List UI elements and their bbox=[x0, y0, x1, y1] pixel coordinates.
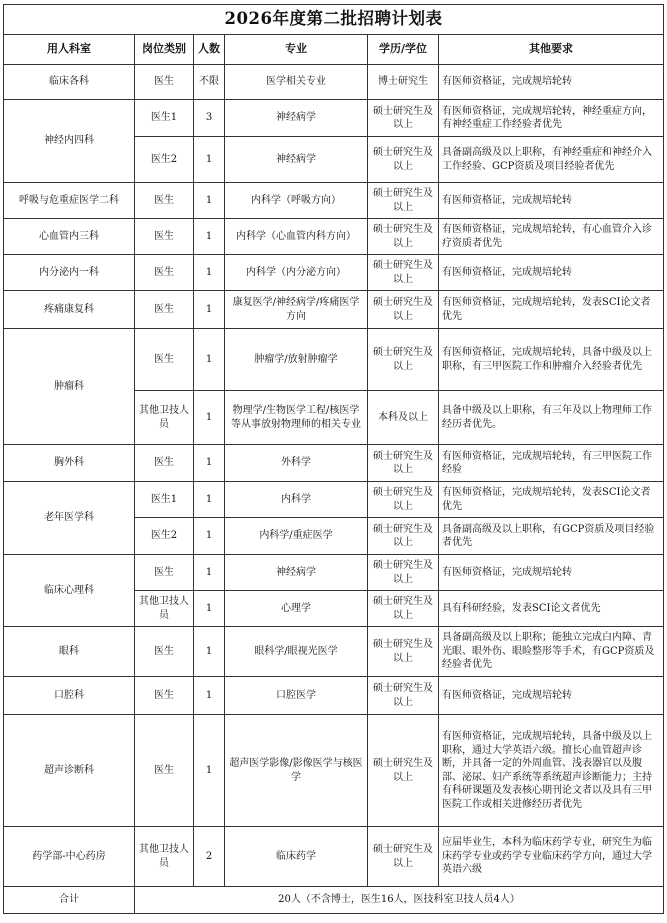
dept-cell: 呼吸与危重症医学二科 bbox=[4, 183, 135, 219]
total-value: 20人（不含博士，医生16人，医技科室卫技人员4人） bbox=[135, 887, 664, 914]
other-cell: 有医师资格证，完成规培轮转 bbox=[439, 183, 664, 219]
other-cell: 有医师资格证，完成规培轮转，发表SCI论文者优先 bbox=[439, 482, 664, 518]
count-cell: 1 bbox=[194, 677, 225, 715]
dept-cell: 口腔科 bbox=[4, 677, 135, 715]
dept-cell: 疼痛康复科 bbox=[4, 291, 135, 329]
major-cell: 神经病学 bbox=[225, 100, 368, 137]
other-cell: 有医师资格证，完成规培轮转 bbox=[439, 65, 664, 100]
education-cell: 硕士研究生及以上 bbox=[368, 255, 439, 291]
category-cell: 医生 bbox=[135, 65, 194, 100]
education-cell: 硕士研究生及以上 bbox=[368, 183, 439, 219]
dept-cell: 心血管内三科 bbox=[4, 219, 135, 255]
dept-cell: 眼科 bbox=[4, 627, 135, 677]
category-cell: 医生 bbox=[135, 183, 194, 219]
other-cell: 有医师资格证，完成规培轮转，发表SCI论文者优先 bbox=[439, 291, 664, 329]
dept-cell: 神经内四科 bbox=[4, 100, 135, 183]
table-row bbox=[4, 291, 664, 329]
header-education: 学历/学位 bbox=[368, 35, 439, 65]
major-cell: 康复医学/神经病学/疼痛医学方向 bbox=[225, 291, 368, 329]
education-cell: 硕士研究生及以上 bbox=[368, 627, 439, 677]
education-cell: 硕士研究生及以上 bbox=[368, 291, 439, 329]
count-cell: 不限 bbox=[194, 65, 225, 100]
other-cell: 应届毕业生，本科为临床药学专业，研究生为临床药学专业或药学专业临床药学方向，通过大学英语六级 bbox=[439, 827, 664, 887]
header-major: 专业 bbox=[225, 35, 368, 65]
dept-cell: 老年医学科 bbox=[4, 482, 135, 555]
education-cell: 本科及以上 bbox=[368, 391, 439, 445]
major-cell: 临床药学 bbox=[225, 827, 368, 887]
major-cell: 超声医学影像/影像医学与核医学 bbox=[225, 715, 368, 827]
major-cell: 神经病学 bbox=[225, 137, 368, 183]
other-cell: 有医师资格证，完成规培轮转，神经重症方向，有神经重症工作经验者优先 bbox=[439, 100, 664, 137]
dept-cell: 超声诊断科 bbox=[4, 715, 135, 827]
count-cell: 1 bbox=[194, 482, 225, 518]
category-cell: 医生1 bbox=[135, 482, 194, 518]
count-cell: 2 bbox=[194, 827, 225, 887]
category-cell: 医生 bbox=[135, 677, 194, 715]
header-other: 其他要求 bbox=[439, 35, 664, 65]
category-cell: 医生1 bbox=[135, 100, 194, 137]
dept-cell: 药学部-中心药房 bbox=[4, 827, 135, 887]
major-cell: 心理学 bbox=[225, 591, 368, 627]
header-category: 岗位类别 bbox=[135, 35, 194, 65]
category-cell: 医生 bbox=[135, 329, 194, 391]
count-cell: 1 bbox=[194, 391, 225, 445]
other-cell: 具备副高级及以上职称，有神经重症和神经介入工作经验、GCP资质及项目经验者优先 bbox=[439, 137, 664, 183]
category-cell: 其他卫技人员 bbox=[135, 391, 194, 445]
count-cell: 1 bbox=[194, 555, 225, 591]
major-cell: 口腔医学 bbox=[225, 677, 368, 715]
count-cell: 3 bbox=[194, 100, 225, 137]
major-cell: 内科学（心血管内科方向） bbox=[225, 219, 368, 255]
major-cell: 外科学 bbox=[225, 445, 368, 482]
count-cell: 1 bbox=[194, 715, 225, 827]
category-cell: 医生 bbox=[135, 291, 194, 329]
other-cell: 具备副高级及以上职称；能独立完成白内障、青光眼、眼外伤、眼睑整形等手术，有GCP资质及经验者优先 bbox=[439, 627, 664, 677]
other-cell: 有医师资格证，完成规培轮转，有心血管介入诊疗资质者优先 bbox=[439, 219, 664, 255]
education-cell: 硕士研究生及以上 bbox=[368, 555, 439, 591]
category-cell: 医生 bbox=[135, 715, 194, 827]
table-row bbox=[4, 219, 664, 255]
other-cell: 有医师资格证，完成规培轮转 bbox=[439, 677, 664, 715]
category-cell: 医生 bbox=[135, 219, 194, 255]
total-row bbox=[4, 887, 664, 914]
education-cell: 硕士研究生及以上 bbox=[368, 445, 439, 482]
header-row bbox=[4, 35, 664, 65]
table-row bbox=[4, 627, 664, 677]
education-cell: 硕士研究生及以上 bbox=[368, 591, 439, 627]
other-cell: 具备副高级及以上职称，有GCP资质及项目经验者优先 bbox=[439, 518, 664, 555]
table-row bbox=[4, 677, 664, 715]
recruitment-plan-table bbox=[3, 4, 664, 914]
dept-cell: 临床各科 bbox=[4, 65, 135, 100]
major-cell: 内科学（内分泌方向） bbox=[225, 255, 368, 291]
category-cell: 医生2 bbox=[135, 137, 194, 183]
table-row bbox=[4, 555, 664, 591]
other-cell: 具有科研经验，发表SCI论文者优先 bbox=[439, 591, 664, 627]
dept-cell: 胸外科 bbox=[4, 445, 135, 482]
other-cell: 有医师资格证，完成规培轮转 bbox=[439, 255, 664, 291]
category-cell: 医生 bbox=[135, 555, 194, 591]
education-cell: 硕士研究生及以上 bbox=[368, 329, 439, 391]
count-cell: 1 bbox=[194, 591, 225, 627]
major-cell: 神经病学 bbox=[225, 555, 368, 591]
education-cell: 硕士研究生及以上 bbox=[368, 100, 439, 137]
other-cell: 具备中级及以上职称，有三年及以上物理师工作经历者优先。 bbox=[439, 391, 664, 445]
category-cell: 医生 bbox=[135, 255, 194, 291]
table-row bbox=[4, 445, 664, 482]
education-cell: 硕士研究生及以上 bbox=[368, 677, 439, 715]
count-cell: 1 bbox=[194, 137, 225, 183]
major-cell: 肿瘤学/放射肿瘤学 bbox=[225, 329, 368, 391]
table-title: 2026年度第二批招聘计划表 bbox=[4, 5, 664, 35]
table-row bbox=[4, 255, 664, 291]
count-cell: 1 bbox=[194, 518, 225, 555]
count-cell: 1 bbox=[194, 183, 225, 219]
education-cell: 硕士研究生及以上 bbox=[368, 827, 439, 887]
major-cell: 物理学/生物医学工程/核医学等从事放射物理师的相关专业 bbox=[225, 391, 368, 445]
education-cell: 硕士研究生及以上 bbox=[368, 219, 439, 255]
table-row bbox=[4, 482, 664, 518]
total-label: 合计 bbox=[4, 887, 135, 914]
education-cell: 硕士研究生及以上 bbox=[368, 715, 439, 827]
major-cell: 医学相关专业 bbox=[225, 65, 368, 100]
count-cell: 1 bbox=[194, 445, 225, 482]
major-cell: 眼科学/眼视光医学 bbox=[225, 627, 368, 677]
table-row bbox=[4, 100, 664, 137]
dept-cell: 临床心理科 bbox=[4, 555, 135, 627]
table-row bbox=[4, 183, 664, 219]
table-row bbox=[4, 827, 664, 887]
major-cell: 内科学（呼吸方向） bbox=[225, 183, 368, 219]
category-cell: 医生 bbox=[135, 445, 194, 482]
education-cell: 硕士研究生及以上 bbox=[368, 518, 439, 555]
header-count: 人数 bbox=[194, 35, 225, 65]
dept-cell: 内分泌内一科 bbox=[4, 255, 135, 291]
table-row bbox=[4, 65, 664, 100]
count-cell: 1 bbox=[194, 219, 225, 255]
education-cell: 硕士研究生及以上 bbox=[368, 482, 439, 518]
other-cell: 有医师资格证，完成规培轮转，具备中级及以上职称，通过大学英语六级。擅长心血管超声诊断，并具备一定的外周血管、浅表器官以及腹部、泌尿、妇产系统等系统超声诊断能力；主持有科研课题及发表核心期刊论文者以及具有三甲医院工作或相关进修经历者优先 bbox=[439, 715, 664, 827]
count-cell: 1 bbox=[194, 255, 225, 291]
category-cell: 医生 bbox=[135, 627, 194, 677]
table-row bbox=[4, 329, 664, 391]
category-cell: 其他卫技人员 bbox=[135, 591, 194, 627]
major-cell: 内科学/重症医学 bbox=[225, 518, 368, 555]
header-dept: 用人科室 bbox=[4, 35, 135, 65]
category-cell: 其他卫技人员 bbox=[135, 827, 194, 887]
dept-cell: 肿瘤科 bbox=[4, 329, 135, 445]
other-cell: 有医师资格证，完成规培轮转 bbox=[439, 555, 664, 591]
other-cell: 有医师资格证，完成规培轮转，具备中级及以上职称，有三甲医院工作和肿瘤介入经验者优先 bbox=[439, 329, 664, 391]
category-cell: 医生2 bbox=[135, 518, 194, 555]
other-cell: 有医师资格证，完成规培轮转，有三甲医院工作经验 bbox=[439, 445, 664, 482]
count-cell: 1 bbox=[194, 627, 225, 677]
education-cell: 博士研究生 bbox=[368, 65, 439, 100]
count-cell: 1 bbox=[194, 329, 225, 391]
education-cell: 硕士研究生及以上 bbox=[368, 137, 439, 183]
count-cell: 1 bbox=[194, 291, 225, 329]
major-cell: 内科学 bbox=[225, 482, 368, 518]
table-row bbox=[4, 715, 664, 827]
